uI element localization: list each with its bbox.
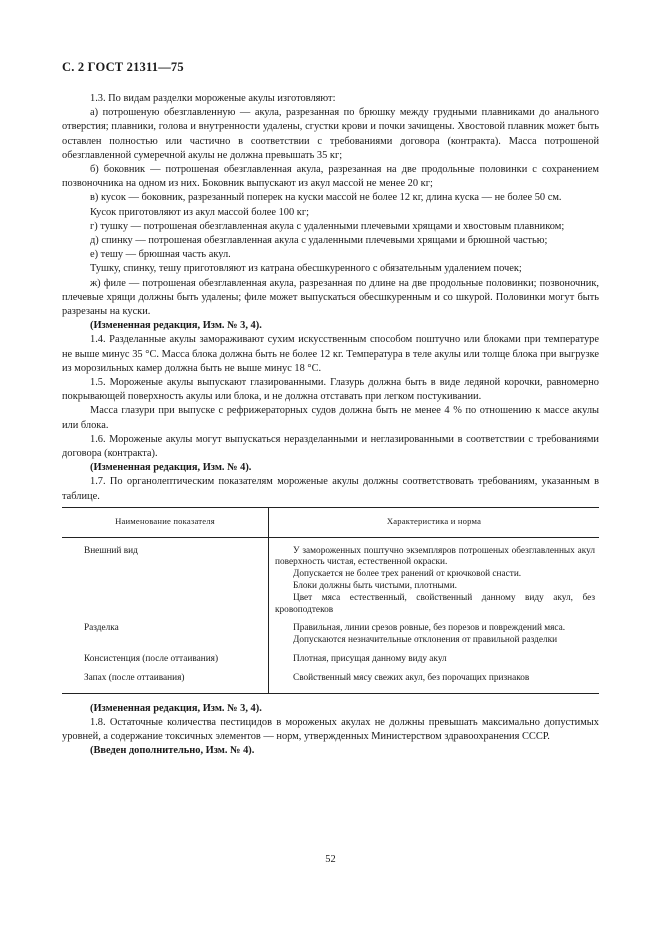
norm-line: Свойственный мясу свежих акул, без порочащих признаков — [293, 672, 530, 683]
table-header-norm: Характеристика и норма — [269, 507, 600, 537]
page-header: С. 2 ГОСТ 21311—75 — [62, 60, 184, 74]
table-header-name: Наименование показателя — [62, 507, 269, 537]
table-row — [62, 537, 599, 621]
indicator-name: Консистенция (после оттаивания) — [62, 652, 269, 671]
paragraph: Масса глазури при выпуске с рефрижераторных судов должна быть не менее 4 % по отношению к массе акулы или блока. — [62, 405, 599, 431]
table-row — [62, 671, 599, 693]
paragraphs-top — [62, 92, 599, 504]
table-header-row — [62, 507, 599, 537]
indicator-norm — [269, 621, 600, 652]
paragraph: г) тушку — потрошеная обезглавленная акула с удаленными плечевыми хрящами и хвостовым плавником; — [90, 220, 565, 232]
paragraph: 1.3. По видам разделки мороженые акулы изготовляют: — [90, 93, 336, 104]
paragraph: д) спинку — потрошеная обезглавленная акула с удаленными плечевыми хрящами и брюшной частью; — [90, 235, 548, 247]
indicator-norm — [269, 537, 600, 621]
paragraph: 1.6. Мороженые акулы могут выпускаться неразделанными и неглазированными в соответствии с требованиями договора (контракта). — [62, 433, 599, 460]
paragraph: 1.8. Остаточные количества пестицидов в мороженых акулах не должны превышать максимально допустимых уровней, а содержание токсичных элементов — норм, утвержденных Министерством здравоохранения СССР. — [62, 716, 599, 743]
table-body — [62, 537, 599, 693]
paragraph: е) тешу — брюшная часть акул. — [90, 249, 231, 261]
indicator-name: Запах (после оттаивания) — [62, 671, 269, 693]
amendment-note: (Измененная редакция, Изм. № 4). — [90, 462, 252, 474]
amendment-note: (Измененная редакция, Изм. № 3, 4). — [90, 320, 262, 332]
table-row — [62, 621, 599, 652]
amendment-note: (Введен дополнительно, Изм. № 4). — [90, 745, 255, 757]
paragraph: а) потрошеную обезглавленную — акула, разрезанная по брюшку между грудными плавниками до анального отверстия; плавники, голова и внутренности удалены, сгустки крови и почки зачищены. Хвостовой плавник может быть оставлен полностью или частично в соответствии с требованиями договора (контракта). Масса потрошеной обезглавленной сумеречной акулы не должна превышать 35 кг; — [62, 107, 599, 161]
table-row — [62, 652, 599, 671]
paragraph: ж) филе — потрошеная обезглавленная акула, разрезанная по длине на две продольные половинки; позвоночник, плечевые хрящи должны быть удалены; филе может выпускаться обесшкуренным и со шкурой. Половинки могут быть разрезаны на куски. — [62, 277, 599, 318]
norm-line: Плотная, присущая данному виду акул — [293, 654, 447, 665]
paragraph: 1.7. По органолептическим показателям мороженые акулы должны соответствовать требованиям, указанным в таблице. — [62, 476, 599, 502]
norm-line: Цвет мяса естественный, свойственный данному виду акул, без кровоподтеков — [275, 592, 595, 615]
indicator-norm — [269, 671, 600, 693]
paragraphs-bottom — [62, 702, 599, 759]
document-body — [62, 92, 599, 758]
paragraph: 1.5. Мороженые акулы выпускают глазированными. Глазурь должна быть в виде ледяной корочки, равномерно покрывающей поверхность акулы или блока, и не должна отставать при легком постукивании. — [62, 377, 599, 403]
indicator-norm — [269, 652, 600, 671]
amendment-note: (Измененная редакция, Изм. № 3, 4). — [90, 702, 262, 714]
paragraph: в) кусок — боковник, разрезанный поперек на куски массой не более 12 кг, длина куска — не более 50 см. — [90, 192, 562, 204]
norm-line: Допускаются незначительные отклонения от правильной разделки — [293, 635, 558, 646]
page-number: 52 — [325, 854, 336, 865]
paragraph: 1.4. Разделанные акулы замораживают сухим искусственным способом поштучно или блоками при температуре не выше минус 35 °С. Масса блока должна быть не более 12 кг. Температура в теле акулы или толще блока при выгрузке из морозильных камер должна быть не выше минус 18 °С. — [62, 334, 599, 374]
paragraph: Кусок приготовляют из акул массой более 100 кг; — [90, 206, 309, 218]
paragraph: Тушку, спинку, тешу приготовляют из катрана обесшкуренного с обязательным удалением почек; — [90, 263, 522, 275]
norm-line: Блоки должны быть чистыми, плотными. — [293, 581, 457, 592]
indicator-name: Внешний вид — [62, 537, 269, 621]
organoleptic-table — [62, 507, 599, 694]
paragraph: б) боковник — потрошеная обезглавленная акула, разрезанная на две продольные половинки с сохранением позвоночника на одном из них. Боковник выпускают из акул массой не менее 20 кг; — [62, 164, 599, 190]
norm-line: У замороженных поштучно экземпляров потрошеных обезглавленных акул поверхность чистая, естественной окраски. — [275, 545, 595, 568]
indicator-name: Разделка — [62, 621, 269, 652]
norm-line: Допускается не более трех ранений от крючковой снасти. — [293, 569, 522, 580]
norm-line: Правильная, линии срезов ровные, без порезов и повреждений мяса. — [293, 623, 566, 634]
